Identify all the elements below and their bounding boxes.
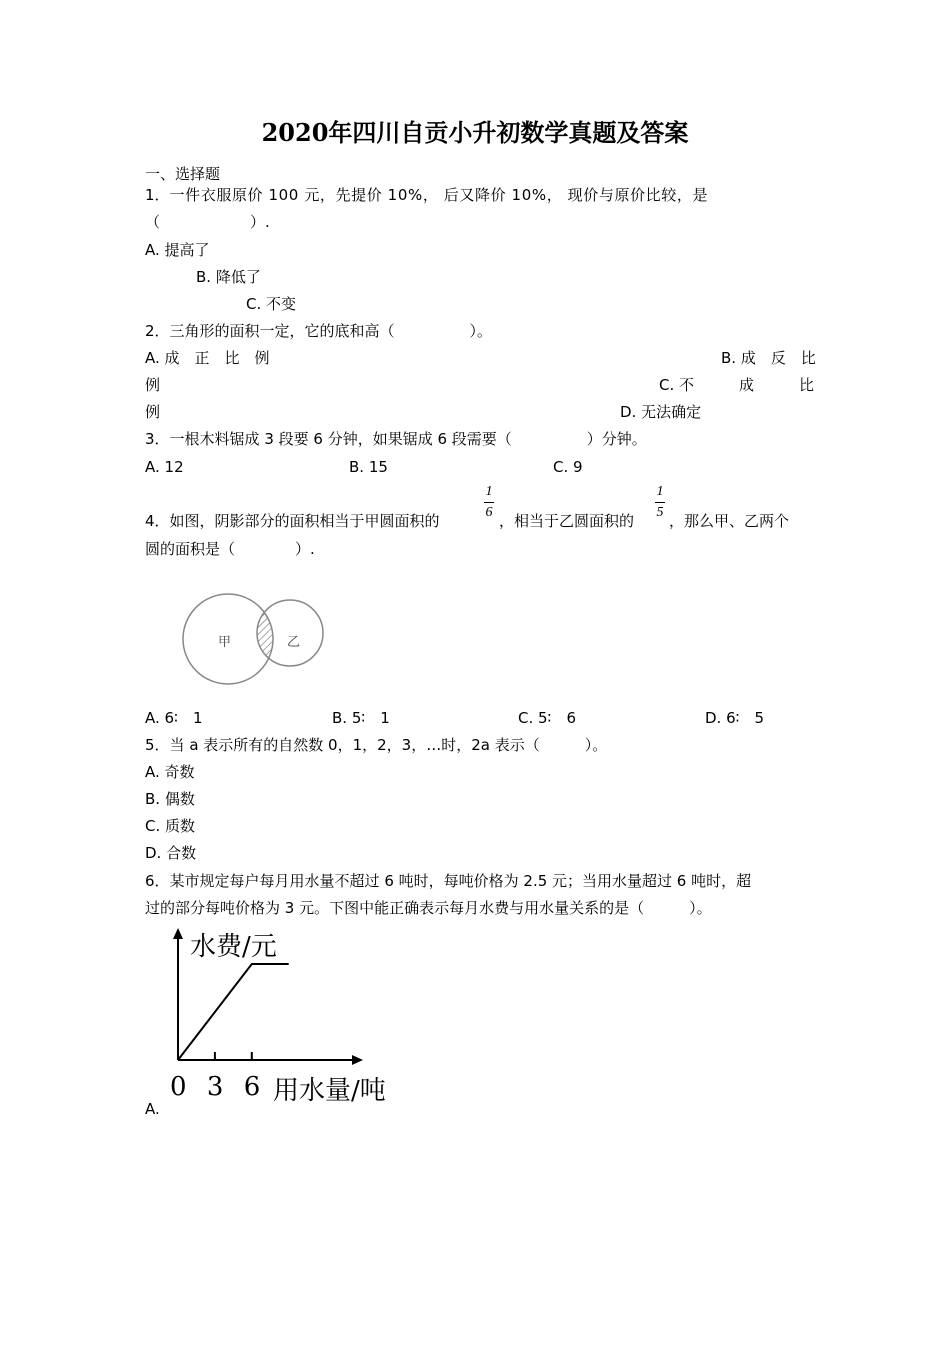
option-a: A. 奇数 bbox=[145, 763, 195, 781]
option-a: A. 成 正 比 例 bbox=[145, 349, 270, 367]
circle-yi-label: 乙 bbox=[287, 635, 301, 650]
option-c: C. 质数 bbox=[145, 817, 196, 835]
question-text: 当 a 表示所有的自然数 0，1，2，3，…时，2a 表示（ ）。 bbox=[169, 736, 608, 754]
option-a: A. bbox=[145, 1100, 160, 1118]
fraction-one-fifth bbox=[653, 484, 667, 521]
fraction-one-sixth bbox=[482, 484, 496, 521]
option-b: B. 偶数 bbox=[145, 790, 195, 808]
fraction-numerator: 1 bbox=[656, 484, 664, 499]
question-5 bbox=[145, 735, 607, 755]
question-number: 1． bbox=[145, 186, 170, 204]
option-d: D. 合数 bbox=[145, 844, 197, 862]
question-1-blank: （ ）. bbox=[145, 213, 270, 231]
series-line bbox=[178, 964, 289, 1060]
question-text: 三角形的面积一定，它的底和高（ ）。 bbox=[169, 322, 493, 340]
question-6-line2: 过的部分每吨价格为 3 元。下图中能正确表示每月水费与用水量关系的是（ ）。 bbox=[145, 899, 712, 917]
option-c: C. 9 bbox=[553, 458, 583, 476]
y-axis-arrow bbox=[173, 928, 183, 939]
question-6 bbox=[145, 871, 751, 891]
option-a: A. 12 bbox=[145, 458, 184, 476]
question-1 bbox=[145, 185, 708, 205]
option-d: D. 6∶ 5 bbox=[705, 709, 765, 727]
option-b-continued: 例 bbox=[145, 376, 161, 394]
section-heading: 一、选择题 bbox=[145, 165, 221, 183]
circles-figure bbox=[180, 592, 320, 692]
x-tick-label: 3 bbox=[206, 1072, 224, 1102]
question-2 bbox=[145, 321, 492, 341]
option-d: D. 无法确定 bbox=[620, 403, 702, 421]
y-axis-label: 水费/元 bbox=[190, 932, 277, 962]
fraction-numerator: 1 bbox=[485, 484, 493, 499]
x-tick-label: 0 bbox=[170, 1072, 187, 1102]
option-b: B. 15 bbox=[349, 458, 388, 476]
option-a: A. 提高了 bbox=[145, 241, 210, 259]
question-number: 4． bbox=[145, 512, 170, 530]
option-c: C. 不变 bbox=[246, 295, 297, 313]
x-axis-arrow bbox=[352, 1055, 363, 1065]
question-3 bbox=[145, 429, 647, 449]
question-text: 一件衣服原价 100 元，先提价 10%， 后又降价 10%， 现价与原价比较，是 bbox=[169, 186, 709, 204]
question-text: 某市规定每户每月用水量不超过 6 吨时，每吨价格为 2.5 元；当用水量超过 6 吨时，超 bbox=[169, 872, 752, 890]
option-b: B. 降低了 bbox=[196, 268, 261, 286]
x-axis-label: 用水量/吨 bbox=[273, 1076, 386, 1106]
page-title: 2020年四川自贡小升初数学真题及答案 bbox=[261, 118, 689, 147]
question-4-part1 bbox=[145, 511, 440, 531]
x-tick-label: 6 bbox=[243, 1072, 261, 1102]
question-number: 6． bbox=[145, 872, 170, 890]
question-4-part3: ，那么甲、乙两个 bbox=[669, 512, 790, 530]
question-4-line2: 圆的面积是（ ）. bbox=[145, 540, 315, 558]
option-b: B. 5∶ 1 bbox=[332, 709, 390, 727]
option-c: C. 不 成 比 bbox=[659, 376, 815, 394]
option-c: C. 5∶ 6 bbox=[518, 709, 577, 727]
question-text: 如图，阴影部分的面积相当于甲圆面积的 bbox=[169, 512, 440, 530]
fraction-denominator: 5 bbox=[656, 505, 664, 520]
question-4-part2: ，相当于乙圆面积的 bbox=[499, 512, 635, 530]
question-number: 2． bbox=[145, 322, 170, 340]
question-number: 5． bbox=[145, 736, 170, 754]
option-b: B. 成 反 比 bbox=[721, 349, 816, 367]
option-a: A. 6∶ 1 bbox=[145, 709, 203, 727]
option-c-continued: 例 bbox=[145, 403, 161, 421]
fraction-denominator: 6 bbox=[485, 505, 493, 520]
circle-jia-label: 甲 bbox=[218, 635, 232, 650]
question-text: 一根木料锯成 3 段要 6 分钟，如果锯成 6 段需要（ ）分钟。 bbox=[169, 430, 647, 448]
question-number: 3． bbox=[145, 430, 170, 448]
water-fee-chart bbox=[160, 922, 430, 1107]
